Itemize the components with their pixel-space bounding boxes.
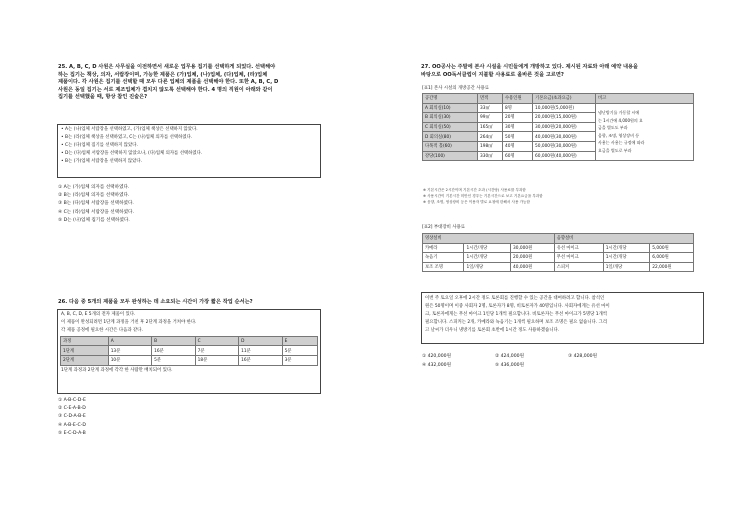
q25-condition: • D는 (다)업체 서랍장을 선택하지 않았으나, (다)업체 의자를 선택하였다. [61, 150, 203, 156]
q25-question-line: 제품이다. 각 사원은 집기를 선택할 때 모두 다른 업체의 제품을 선택해야 한다. 또한 A, B, C, D [58, 79, 279, 86]
remark-line: 는 1시간에 4,000원의 요 [598, 117, 643, 123]
table-header-cell: 영상설비 [423, 234, 555, 244]
q27-facility-fee-table [422, 93, 694, 161]
note-line: ※ 사용시간이 기본시간 미만인 경우는 기본시간으로 보고 기본요금을 부과함 [423, 193, 543, 198]
q26-question: 26. 다음 중 5개의 제품을 모두 완성하는 데 소요되는 시간이 가장 짧은 작업 순서는? [58, 299, 253, 305]
table-row [423, 103, 694, 113]
q25-option-4[interactable]: ④ C는 (라)업체 서랍장을 선택하였다. [58, 209, 134, 215]
q25-option-5[interactable]: ⑤ D는 (나)업체 집기를 선택하였다. [58, 217, 130, 223]
q25-option-3[interactable]: ③ B는 (다)업체 서랍장을 선택하였다. [58, 201, 134, 207]
remark-line: 냉난방기를 가동할 시에 [598, 110, 640, 116]
q27-table1-notes [423, 188, 703, 205]
table-header-cell: C [195, 336, 238, 346]
q25-conditions-box [57, 124, 321, 178]
q27-option-5[interactable]: ⑤ 436,000원 [495, 363, 525, 368]
table-cell: 1일/개당 [603, 262, 650, 272]
table-cell: 1단계 [61, 346, 109, 356]
table-cell: A 회의실(10) [423, 103, 478, 113]
table-cell: 99㎡ [478, 113, 503, 123]
table-cell: 1시간/개당 [464, 243, 511, 253]
q27-box-line: 필요합니다. 스피커는 2개, 카메라와 녹음기는 1개씩 필요하며 보조 조명은 필요 없습니다. 그리 [425, 319, 608, 325]
note-line: ※ 기본시간은 2시간이며 기본시간 초과 (시간당) 사용료를 부과함 [423, 188, 526, 192]
table-cell: 40,000원(30,000원) [533, 132, 596, 142]
table-cell: 20,000원(15,000원) [533, 113, 596, 123]
q26-option-2[interactable]: ② C-E-A-B-D [58, 406, 86, 412]
table-header-row [423, 234, 694, 244]
table-header-cell: D [239, 336, 282, 346]
table-header-cell: 과정 [61, 336, 109, 346]
table-cell: D 회의실(80) [423, 132, 478, 142]
q26-box-line: 이 제품이 완성되려면 1단계 과정을 거친 후 2단계 과정을 거쳐야 한다. [61, 319, 197, 325]
q25-condition: • B는 (라)업체 책상을 선택하였고, C는 (나)업체 의자를 선택하였다. [61, 134, 193, 140]
table-cell: 60명 [503, 151, 533, 161]
q25-question-line: 사원은 동일 집기는 서로 제조업체가 겹치지 않도록 선택해야 한다. 4 명의 직원이 아래와 같이 [58, 86, 273, 93]
q25-condition: • A는 (나)업체 서랍장을 선택하였고, (가)업체 책상은 선택하지 않았다. [61, 127, 198, 132]
q25-condition: • B는 (가)업체 서랍장을 선택하지 않았다. [61, 158, 143, 164]
table-cell: 330㎡ [478, 151, 503, 161]
q27-option-3[interactable]: ③ 428,000원 [568, 354, 598, 359]
remark-line: 금을 별도도 부과 [598, 125, 628, 131]
table-cell: 10,000원(5,000원) [533, 103, 596, 113]
table-cell: 18분 [195, 355, 238, 365]
q25-question-line: 집기를 선택했을 때, 항상 참인 진술은? [58, 94, 148, 101]
table-row [423, 262, 694, 272]
table-cell: 10분 [108, 355, 151, 365]
table-cell: 강당(100) [423, 151, 478, 161]
q26-footnote: 1단계 과정과 2단계 과정에 각각 한 사람만 배치되어 있다. [61, 367, 173, 373]
q25-question [58, 64, 368, 102]
note-line: ※ 음향, 조명, 영상장비 등은 이용자 별로 요청에 한해서 사용 가능함 [423, 199, 530, 204]
q25-question-line: 하는 집기는 책상, 의자, 서랍장이며, 가능한 제품은 (가)업체, (나)업체, (다)업체, (라)업체 [58, 71, 268, 78]
table-header-cell: 기본요금(초과요금) [533, 94, 596, 104]
table-row [423, 243, 694, 253]
q27-box-line: 이번 주 토요일 오후에 2시간 정도 토론회를 진행할 수 있는 공간을 대여하려고 합니다. 참석인 [425, 296, 605, 301]
table-cell: 무선 마이크 [554, 253, 603, 263]
table-cell: 7분 [195, 346, 238, 356]
table-cell: C 회의실(50) [423, 122, 478, 132]
table-header-cell: B [152, 336, 195, 346]
table-row [61, 355, 318, 365]
table-cell: 2단계 [61, 355, 109, 365]
table-cell: 22,000원 [650, 262, 694, 272]
table-cell: 30,000원 [511, 243, 555, 253]
q27-box-line: 크, 토론자에게는 무선 마이크 1인당 1개씩 필요합니다. 비토론자는 무선 마이크가 5명당 1개씩 [425, 311, 608, 317]
table-header-row [61, 336, 318, 346]
table-cell: 30명 [503, 122, 533, 132]
q27-option-1[interactable]: ① 420,000원 [422, 354, 452, 359]
table-row [61, 346, 318, 356]
q26-option-4[interactable]: ④ A-B-E-C-D [58, 422, 86, 428]
table-cell: 카메라 [423, 243, 464, 253]
q27-reservation-box [421, 292, 704, 344]
table-cell: B 회의실(30) [423, 113, 478, 123]
q26-option-1[interactable]: ① A-B-C-D-E [58, 398, 86, 403]
q26-options [58, 397, 258, 438]
table-cell: 198㎡ [478, 141, 503, 151]
table-cell: 5,000원 [650, 243, 694, 253]
table-cell: 6,000원 [650, 253, 694, 263]
q26-box-line: 각 제품 공정에 필요한 시간은 다음과 같다. [61, 327, 143, 333]
table-header-cell: 비고 [596, 94, 694, 104]
table-cell: 8명 [503, 103, 533, 113]
table-cell: 16분 [239, 355, 282, 365]
table-cell: 스피커 [554, 262, 603, 272]
table-cell: 40명 [503, 141, 533, 151]
table-cell: 50명 [503, 132, 533, 142]
q25-options [58, 184, 318, 225]
table-cell: 5분 [152, 355, 195, 365]
remark-line: 음향, 조명, 영상장비 등 [598, 132, 640, 138]
q26-option-5[interactable]: ⑤ E-C-D-A-B [58, 430, 86, 436]
table-cell: 13분 [108, 346, 151, 356]
q27-table2-caption: [표2] 부대장비 사용료 [422, 225, 465, 230]
table-cell: 유선 마이크 [554, 243, 603, 253]
q27-equipment-fee-table [422, 233, 694, 272]
table-cell: 60,000원(40,000원) [533, 151, 596, 161]
q26-option-3[interactable]: ③ C-D-A-B-E [58, 414, 86, 420]
table-cell: 40,000원 [511, 262, 555, 272]
table-cell: 264㎡ [478, 132, 503, 142]
table-cell: 50,000원(30,000원) [533, 141, 596, 151]
table-row [423, 253, 694, 263]
table-header-cell: 수용인원 [503, 94, 533, 104]
table-header-cell: 음향설비 [554, 234, 693, 244]
q25-question-line: 25. A, B, C, D 사원은 사무실을 이전하면서 새로운 업무용 집기를 선택하게 되었다. 선택해야 [58, 64, 276, 70]
q27-question-line: 바탕으로 OO독서클럽이 지불할 사용료로 올바른 것을 고르면? [421, 71, 564, 78]
table-cell: 20,000원 [511, 253, 555, 263]
table-cell: 1일/개당 [464, 262, 511, 272]
table-cell: 165㎡ [478, 122, 503, 132]
table-cell: 3분 [282, 355, 317, 365]
q27-box-line: 고 날씨가 더우니 냉방기를 토론회 초반에 1시간 정도 사용하겠습니다. [425, 327, 560, 333]
q27-table1-caption: [표1] 본사 시설의 개방공간 사용료 [422, 86, 489, 91]
table-cell: 녹음기 [423, 253, 464, 263]
table-cell: 보조 조명 [423, 262, 464, 272]
table-cell: 30,000원(20,000원) [533, 122, 596, 132]
q27-option-4[interactable]: ④ 432,000원 [422, 363, 452, 368]
table-cell: 5분 [282, 346, 317, 356]
q27-box-line: 원은 50명이며 이중 사회자 2명, 토론자가 8명, 비토론자가 40명입니다. 사회자에게는 유선 마이 [425, 303, 610, 309]
table-cell: 다목적 홀(60) [423, 141, 478, 151]
q27-question-line: 27. OO공사는 주말에 본사 시설을 시민들에게 개방하고 있다. 제시된 자료와 아래 예약 내용을 [421, 64, 639, 70]
table-cell: 1시간/개당 [603, 253, 650, 263]
table-header-row [423, 94, 694, 104]
table-cell: 33㎡ [478, 103, 503, 113]
q26-box-line: A, B, C, D, E 5개의 전자 제품이 있다. [61, 312, 136, 317]
table-header-cell: A [108, 336, 151, 346]
table-cell: 1시간/개당 [464, 253, 511, 263]
q27-option-2[interactable]: ② 424,000원 [495, 354, 525, 359]
table-header-cell: 면적 [478, 94, 503, 104]
q27-question [421, 64, 721, 79]
q26-box [57, 309, 321, 394]
table-remark-cell [596, 103, 694, 161]
q25-option-1[interactable]: ① A는 (가)업체 의자를 선택하였다. [58, 185, 130, 190]
remark-line: 사용는 사용는 규정에 따라 [598, 140, 645, 146]
table-header-cell: 공간명 [423, 94, 478, 104]
q26-time-table [60, 336, 318, 366]
q25-option-2[interactable]: ② B는 (라)업체 의자를 선택하였다. [58, 193, 130, 199]
q25-condition: • C는 (다)업체 집기를 선택하지 않았다. [61, 142, 138, 148]
table-cell: 11분 [239, 346, 282, 356]
table-cell: 1시간/개당 [603, 243, 650, 253]
table-header-cell: E [282, 336, 317, 346]
remark-line: 요금을 별도로 부과 [598, 148, 632, 154]
table-cell: 16분 [152, 346, 195, 356]
table-cell: 20명 [503, 113, 533, 123]
